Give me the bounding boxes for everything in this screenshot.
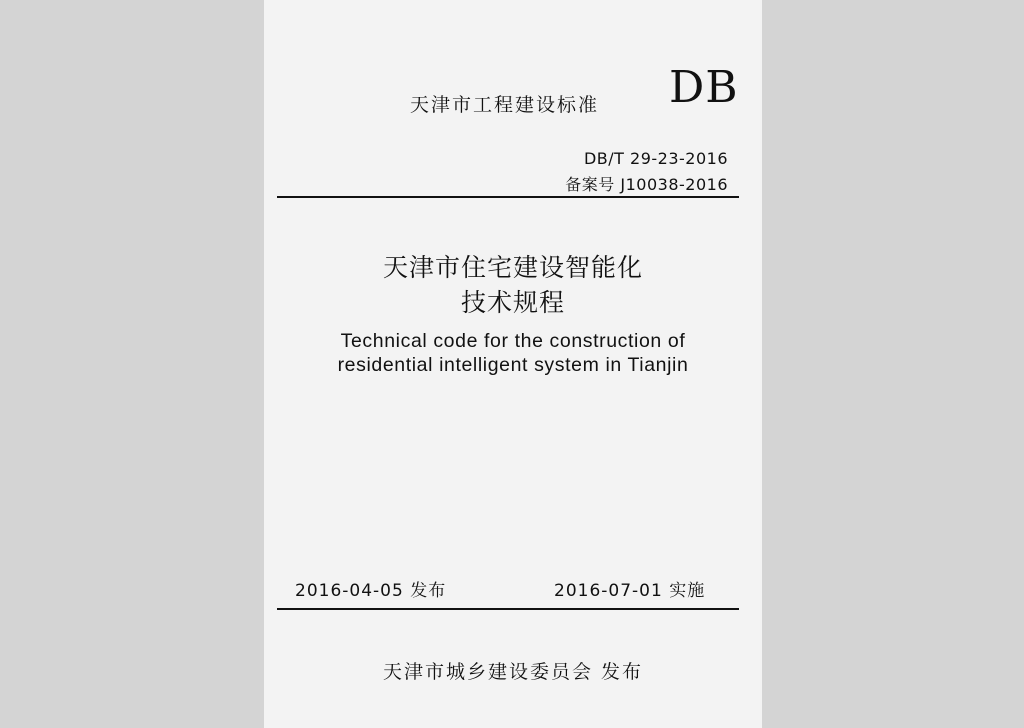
- english-title-line-1: Technical code for the construction of: [340, 330, 686, 352]
- top-divider: [277, 196, 739, 198]
- record-number: 备案号 J10038-2016: [565, 175, 728, 194]
- chinese-title-line-2: 技术规程: [460, 288, 565, 317]
- standard-number: DB/T 29-23-2016: [583, 149, 728, 168]
- chinese-title: [264, 250, 762, 320]
- chinese-title-line-1: 天津市住宅建设智能化: [382, 253, 643, 282]
- standard-series-label: 天津市工程建设标准: [410, 94, 600, 116]
- issuing-authority: 天津市城乡建设委员会 发布: [382, 661, 644, 683]
- implementation-date: 2016-07-01 实施: [554, 581, 706, 601]
- bottom-divider: [277, 608, 739, 610]
- english-title-line-2: residential intelligent system in Tianjin: [337, 354, 689, 376]
- english-title: [264, 329, 762, 377]
- db-mark: DB: [669, 62, 739, 113]
- standard-cover-page: [264, 0, 762, 728]
- issue-date: 2016-04-05 发布: [295, 581, 447, 601]
